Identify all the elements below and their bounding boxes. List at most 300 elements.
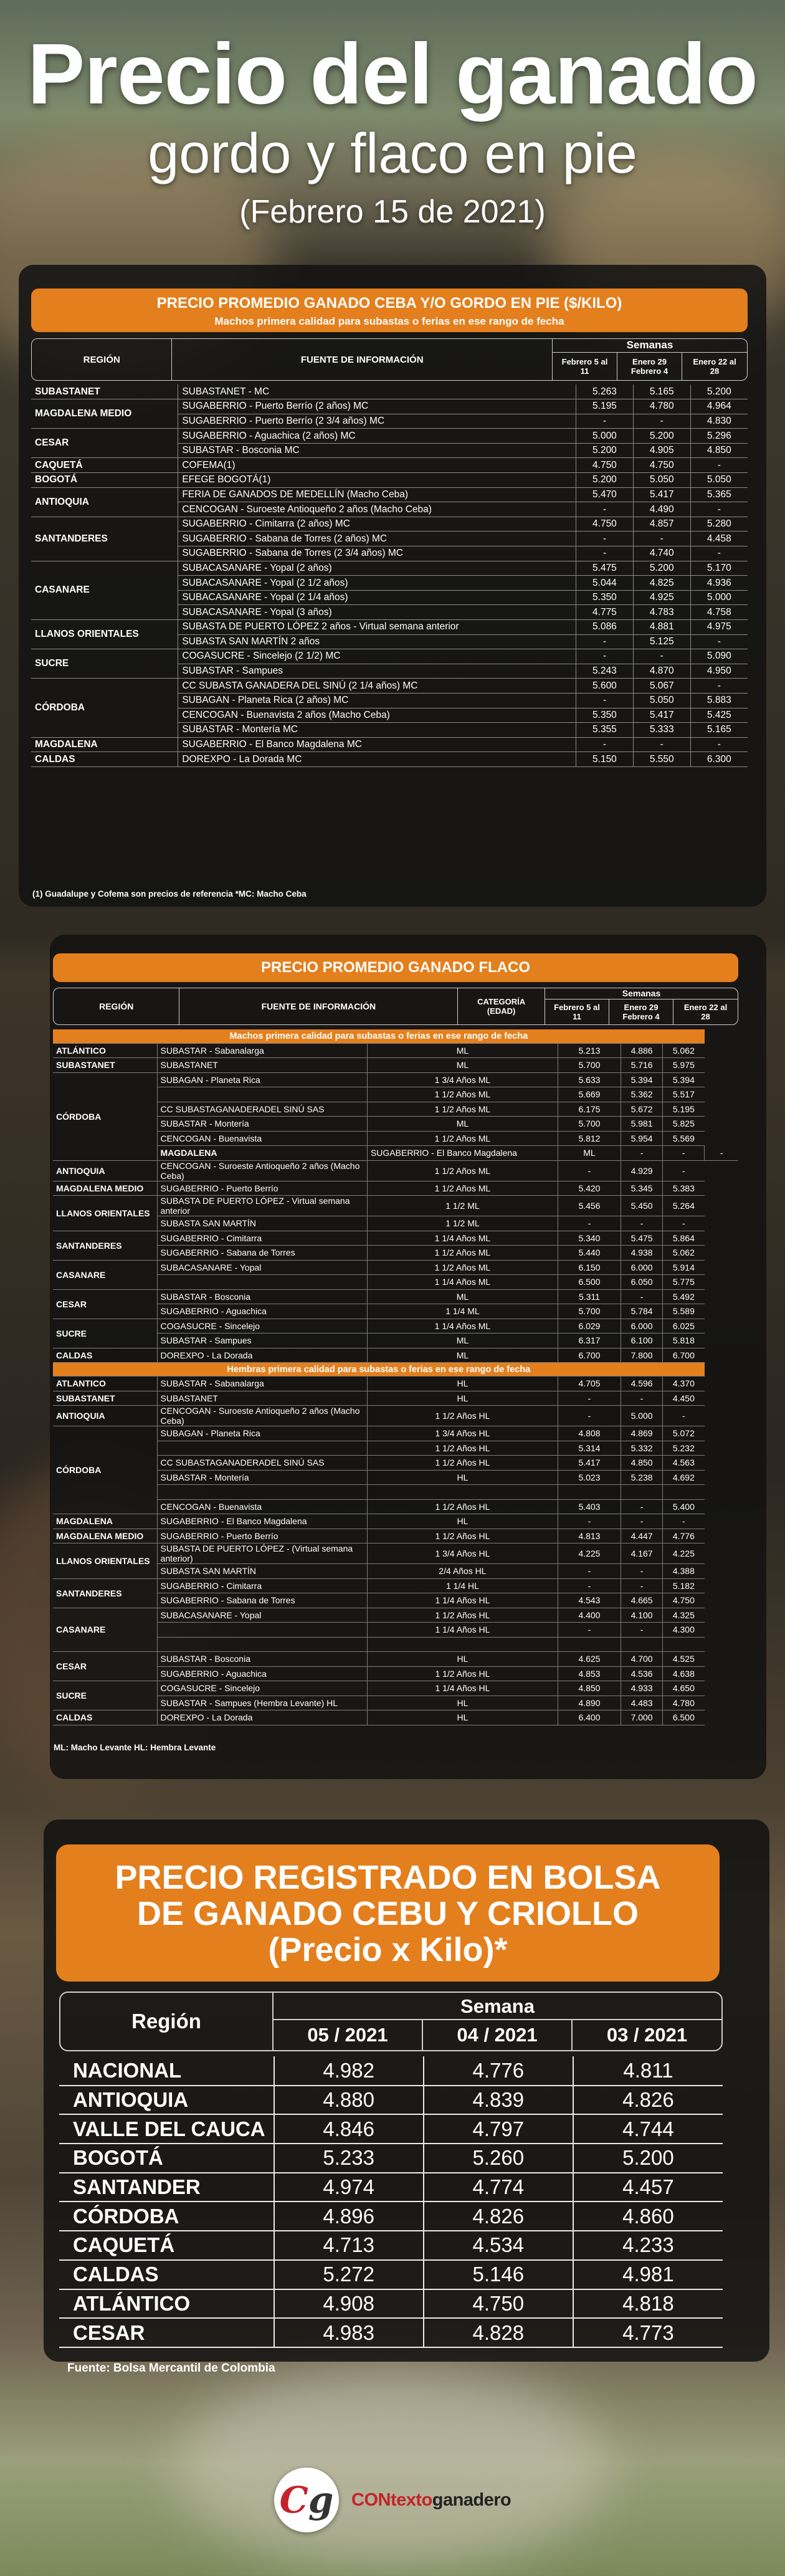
price-cell (621, 1485, 663, 1500)
price-cell: 4.563 (663, 1456, 705, 1471)
source-cell: SUGABERRIO - Puerto Berrío (157, 1181, 367, 1196)
panel-ceba (19, 265, 766, 907)
price-cell: 6.700 (558, 1348, 621, 1363)
ceba-col-region: REGIÓN (32, 339, 172, 380)
bolsa-col-region: Región (60, 1993, 274, 2050)
bolsa-table (59, 2056, 723, 2348)
price-cell: 6.029 (558, 1319, 621, 1333)
price-cell: - (663, 1160, 705, 1181)
source-cell: SUGABERRIO - Puerto Berrío (2 3/4 años) MC (178, 414, 576, 429)
table-row (31, 561, 748, 576)
price-cell: 5.475 (576, 561, 634, 576)
price-cell: 4.982 (274, 2056, 424, 2086)
table-row (31, 679, 748, 694)
price-cell: 4.758 (690, 605, 748, 620)
price-cell: 4.880 (274, 2086, 424, 2115)
price-cell: 5.263 (576, 384, 634, 399)
price-cell (558, 1637, 621, 1652)
price-cell: 5.340 (558, 1231, 621, 1246)
table-row (53, 1196, 738, 1216)
page-header (0, 26, 785, 231)
price-cell: 5.238 (621, 1470, 663, 1485)
price-cell: 6.000 (621, 1319, 663, 1333)
region-cell: CAQUETÁ (31, 458, 178, 473)
price-cell: 4.300 (663, 1623, 705, 1638)
ceba-week-2: Enero 29 Febrero 4 (617, 353, 682, 380)
price-cell: 6.050 (621, 1275, 663, 1290)
price-cell: - (690, 737, 748, 752)
price-cell: 5.232 (663, 1441, 705, 1456)
price-cell: 5.954 (621, 1131, 663, 1146)
price-cell: 5.784 (621, 1304, 663, 1319)
flaco-week-2: Enero 29 Febrero 4 (609, 999, 673, 1024)
cg-logo-c: C (279, 2479, 308, 2521)
price-cell: 5.333 (633, 723, 690, 738)
category-cell: 1 1/2 Años HL (367, 1666, 558, 1681)
region-cell: ANTIOQUIA (53, 1160, 157, 1181)
category-cell: HL (367, 1652, 558, 1667)
table-row (31, 487, 748, 502)
bolsa-week-1: 05 / 2021 (274, 2020, 423, 2050)
source-cell (157, 1623, 367, 1638)
price-cell: 4.850 (690, 443, 748, 458)
region-cell: LLANOS ORIENTALES (31, 620, 178, 649)
source-cell: SUBACASANARE - Yopal (157, 1260, 367, 1275)
price-cell: 6.025 (663, 1319, 705, 1333)
price-cell: - (621, 1499, 663, 1514)
region-cell: ANTIOQUIA (53, 1406, 157, 1426)
price-cell: 6.100 (621, 1333, 663, 1348)
price-cell: 5.517 (663, 1087, 705, 1102)
source-cell (157, 1441, 367, 1456)
price-cell: 5.146 (424, 2260, 573, 2289)
table-row (59, 2056, 723, 2086)
category-cell: 1 1/2 ML (367, 1196, 558, 1216)
price-cell: 5.200 (690, 384, 748, 399)
region-cell: CESAR (53, 1289, 157, 1319)
region-cell: LLANOS ORIENTALES (53, 1543, 157, 1579)
price-cell: 4.886 (621, 1043, 663, 1058)
category-cell: HL (367, 1470, 558, 1485)
bolsa-title: PRECIO REGISTRADO EN BOLSA DE GANADO CEBU Y CRIOLLO (Precio x Kilo)* (115, 1859, 661, 1968)
price-cell: - (633, 532, 690, 546)
price-cell: 4.740 (633, 546, 690, 561)
price-cell: 7.000 (621, 1710, 663, 1725)
source-cell: SUBASTAR - Bosconia (157, 1289, 367, 1304)
source-cell: CENCOGAN - Suroeste Antioqueño 2 años (Macho Ceba) (157, 1406, 367, 1426)
price-cell: 5.394 (663, 1072, 705, 1087)
price-cell: 4.826 (573, 2086, 723, 2115)
region-cell: BOGOTÁ (59, 2144, 274, 2173)
source-cell: CENCOGAN - Buenavista 2 años (Macho Ceba) (178, 708, 576, 723)
price-cell: 5.425 (690, 708, 748, 723)
flaco-footnote: ML: Macho Levante HL: Hembra Levante (54, 1743, 216, 1752)
price-cell: 5.200 (576, 473, 634, 488)
category-cell: 1 1/2 Años HL (367, 1608, 558, 1623)
price-cell (663, 1485, 705, 1500)
source-cell: SUGABERRIO - Cimitarra (2 años) MC (178, 517, 576, 532)
table-row (59, 2173, 723, 2202)
price-cell: 5.600 (576, 679, 634, 694)
price-cell: 4.638 (663, 1666, 705, 1681)
category-cell: 1 3/4 Años HL (367, 1543, 558, 1564)
price-cell: 4.750 (576, 517, 634, 532)
category-cell: 1 1/2 Años ML (367, 1181, 558, 1196)
category-cell: ML (367, 1289, 558, 1304)
price-cell: 4.775 (576, 605, 634, 620)
price-cell: 4.964 (690, 399, 748, 414)
bolsa-title-bar (56, 1844, 720, 1982)
price-cell: - (576, 649, 634, 664)
table-row (59, 2114, 723, 2144)
price-cell: 4.534 (424, 2231, 573, 2260)
price-cell: 4.100 (621, 1608, 663, 1623)
region-cell: CÓRDOBA (59, 2202, 274, 2231)
price-cell: 4.650 (663, 1681, 705, 1696)
price-cell: - (621, 1146, 663, 1161)
source-cell: DOREXPO - La Dorada (157, 1710, 367, 1725)
category-cell: ML (367, 1117, 558, 1132)
source-cell: SUBASTAR - Bosconia (157, 1652, 367, 1667)
price-cell: 4.950 (690, 664, 748, 679)
price-cell: - (576, 634, 634, 649)
price-cell: 4.233 (573, 2231, 723, 2260)
price-cell: 5.700 (558, 1058, 621, 1073)
price-cell: 5.125 (633, 634, 690, 649)
price-cell: 5.700 (558, 1117, 621, 1132)
source-cell: SUBASTA DE PUERTO LÓPEZ - (Virtual semana anterior) (157, 1543, 367, 1564)
price-cell: 5.864 (663, 1231, 705, 1246)
category-cell: 1 1/2 Años HL (367, 1441, 558, 1456)
price-cell: 4.780 (633, 399, 690, 414)
source-cell: CENCOGAN - Suroeste Antioqueño 2 años (Macho Ceba) (178, 502, 576, 517)
category-cell: 1 1/2 ML (367, 1216, 558, 1231)
source-cell: FERIA DE GANADOS DE MEDELLÍN (Macho Ceba) (178, 487, 576, 502)
category-cell (367, 1637, 558, 1652)
table-row (59, 2260, 723, 2289)
source-cell: SUGABERRIO - Aguachica (2 años) MC (178, 429, 576, 444)
region-cell: NACIONAL (59, 2056, 274, 2086)
category-cell: 1 3/4 Años ML (367, 1072, 558, 1087)
flaco-weeks-row (545, 999, 738, 1024)
price-cell: 5.086 (576, 620, 634, 635)
table-row (53, 1181, 738, 1196)
price-cell: 4.783 (633, 605, 690, 620)
region-cell: CÓRDOBA (31, 679, 178, 737)
panel-bolsa (44, 1820, 769, 2375)
price-cell: - (633, 649, 690, 664)
ceba-footnote: (1) Guadalupe y Cofema son precios de referencia *MC: Macho Ceba (32, 889, 307, 899)
category-cell: ML (367, 1333, 558, 1348)
category-cell: ML (367, 1058, 558, 1073)
price-cell: 5.569 (663, 1131, 705, 1146)
region-cell: ANTIOQUIA (59, 2086, 274, 2115)
price-cell: 4.705 (558, 1376, 621, 1391)
region-cell: MAGDALENA MEDIO (31, 399, 178, 429)
source-cell: SUBASTAR - Sampues (Hembra Levante) HL (157, 1696, 367, 1710)
price-cell: 4.890 (558, 1696, 621, 1710)
region-cell: CALDAS (31, 752, 178, 767)
region-cell: ANTIOQUIA (31, 487, 178, 517)
price-cell: 4.974 (274, 2173, 424, 2202)
category-cell: 1 1/4 ML (367, 1304, 558, 1319)
table-row (53, 1260, 738, 1275)
price-cell: 4.905 (633, 443, 690, 458)
region-cell: BOGOTÁ (31, 473, 178, 488)
source-cell: SUGABERRIO - El Banco Magdalena (367, 1146, 558, 1161)
price-cell: 4.750 (424, 2289, 573, 2319)
region-cell: MAGDALENA MEDIO (53, 1181, 157, 1196)
price-cell: - (690, 502, 748, 517)
category-cell: 1 1/4 Años HL (367, 1593, 558, 1608)
price-cell: 5.825 (663, 1117, 705, 1132)
panel-flaco (50, 935, 766, 1779)
table-row (53, 1681, 738, 1696)
source-cell: SUBASTA DE PUERTO LÓPEZ 2 años - Virtual semana anterior (178, 620, 576, 635)
price-cell: 4.750 (576, 458, 634, 473)
table-row (53, 1514, 738, 1529)
category-cell: 1 1/2 Años HL (367, 1456, 558, 1471)
price-cell: 5.213 (558, 1043, 621, 1058)
price-cell: 5.311 (558, 1289, 621, 1304)
table-row (53, 1543, 738, 1564)
price-cell: 5.165 (633, 384, 690, 399)
price-cell: 4.825 (633, 576, 690, 591)
table-row (31, 649, 748, 664)
category-cell: 2/4 Años HL (367, 1564, 558, 1579)
source-cell: SUBASTA SAN MARTÍN (157, 1564, 367, 1579)
price-cell: - (663, 1146, 705, 1161)
source-cell (157, 1637, 367, 1652)
price-cell: 5.150 (576, 752, 634, 767)
cg-logo-g: g (308, 2479, 334, 2521)
price-cell: 5.589 (663, 1304, 705, 1319)
price-cell: 4.828 (424, 2318, 573, 2347)
price-cell: 5.067 (633, 679, 690, 694)
region-cell: CASANARE (53, 1260, 157, 1289)
price-cell: 4.933 (621, 1681, 663, 1696)
price-cell: 6.500 (558, 1275, 621, 1290)
price-cell: 5.700 (558, 1304, 621, 1319)
price-cell: - (621, 1578, 663, 1593)
ceba-week-1: Febrero 5 al 11 (553, 353, 617, 380)
table-row (31, 620, 748, 635)
price-cell: 5.195 (663, 1102, 705, 1117)
price-cell: 5.672 (621, 1102, 663, 1117)
price-cell: 6.700 (663, 1348, 705, 1363)
table-row (31, 429, 748, 444)
price-cell: - (690, 546, 748, 561)
price-cell: 5.355 (576, 723, 634, 738)
ceba-weeks-row (553, 353, 747, 380)
price-cell: - (633, 737, 690, 752)
price-cell: 5.417 (633, 708, 690, 723)
source-cell: SUBASTAR - Sabanalarga (157, 1376, 367, 1391)
price-cell: 6.150 (558, 1260, 621, 1275)
hembras-section (53, 1363, 738, 1376)
price-cell: 5.170 (690, 561, 748, 576)
price-cell: 5.470 (576, 487, 634, 502)
price-cell: 5.023 (558, 1470, 621, 1485)
source-cell: SUGABERRIO - Aguachica (157, 1666, 367, 1681)
price-cell: 5.417 (633, 487, 690, 502)
price-cell: - (576, 546, 634, 561)
table-row (53, 1072, 738, 1087)
page-title: Precio del ganado (27, 26, 758, 122)
flaco-week-3: Enero 22 al 28 (683, 1003, 728, 1021)
bolsa-col-weeks (274, 1993, 721, 2050)
price-cell: 4.813 (558, 1529, 621, 1543)
table-row (31, 752, 748, 767)
table-row (53, 1058, 738, 1073)
price-cell: - (558, 1564, 621, 1579)
table-row (53, 1652, 738, 1667)
price-cell: - (621, 1216, 663, 1231)
category-cell (367, 1485, 558, 1500)
bolsa-week-label: Semana (274, 1993, 721, 2020)
price-cell: 4.625 (558, 1652, 621, 1667)
category-cell: 1 1/2 Años ML (367, 1260, 558, 1275)
price-cell: - (558, 1160, 621, 1181)
price-cell: - (633, 414, 690, 429)
price-cell: 4.869 (621, 1426, 663, 1441)
price-cell: 5.456 (558, 1196, 621, 1216)
price-cell: 5.403 (558, 1499, 621, 1514)
source-cell: SUGABERRIO - Aguachica (157, 1304, 367, 1319)
price-cell: 5.165 (690, 723, 748, 738)
price-cell: 4.830 (690, 414, 748, 429)
source-cell: CC SUBASTA GANADERA DEL SINÚ (2 1/4 años) MC (178, 679, 576, 694)
price-cell: 4.700 (621, 1652, 663, 1667)
price-cell: 5.818 (663, 1333, 705, 1348)
price-cell: 4.450 (663, 1391, 705, 1406)
source-cell: EFEGE BOGOTÁ(1) (178, 473, 576, 488)
source-cell: CENCOGAN - Buenavista (157, 1131, 367, 1146)
price-cell: 4.388 (663, 1564, 705, 1579)
region-cell: SUCRE (31, 649, 178, 679)
price-cell: 5.981 (621, 1117, 663, 1132)
source-cell (157, 1087, 367, 1102)
price-cell: - (576, 502, 634, 517)
table-row (59, 2318, 723, 2347)
source-cell: SUBACASANARE - Yopal (2 1/2 años) (178, 576, 576, 591)
price-cell: - (663, 1216, 705, 1231)
source-cell: COGASUCRE - Sincelejo (2 1/2) MC (178, 649, 576, 664)
region-cell: CESAR (53, 1652, 157, 1681)
region-cell: CALDAS (59, 2260, 274, 2289)
category-cell: HL (367, 1696, 558, 1710)
price-cell: 5.420 (558, 1181, 621, 1196)
price-cell: - (558, 1578, 621, 1593)
table-row (53, 1406, 738, 1426)
price-cell: 5.243 (576, 664, 634, 679)
table-row (53, 1391, 738, 1406)
table-row (59, 2289, 723, 2319)
price-cell: 5.062 (663, 1246, 705, 1261)
price-cell: 4.458 (690, 532, 748, 546)
price-cell: 5.394 (621, 1072, 663, 1087)
price-cell: 5.050 (690, 473, 748, 488)
region-cell: CALDAS (53, 1710, 157, 1725)
price-cell: 6.500 (663, 1710, 705, 1725)
contexto-ganadero-logo (274, 2468, 511, 2532)
price-cell: 4.400 (558, 1608, 621, 1623)
price-cell: 5.195 (576, 399, 634, 414)
price-cell: 5.200 (573, 2144, 723, 2173)
price-cell: 4.857 (633, 517, 690, 532)
category-cell: 1 1/2 Años HL (367, 1406, 558, 1426)
price-cell: - (663, 1514, 705, 1529)
source-cell: SUBASTANET (157, 1058, 367, 1073)
price-cell: 5.440 (558, 1246, 621, 1261)
price-cell: 5.182 (663, 1578, 705, 1593)
hembras-section-label: Hembras primera calidad para subastas o ferias en ese rango de fecha (53, 1363, 705, 1376)
price-cell: 4.975 (690, 620, 748, 635)
price-cell: 4.870 (633, 664, 690, 679)
price-cell: 5.260 (424, 2144, 573, 2173)
region-cell: MAGDALENA (31, 737, 178, 752)
region-cell: MAGDALENA (157, 1146, 367, 1161)
table-row (59, 2231, 723, 2260)
region-cell: SUCRE (53, 1681, 157, 1710)
source-cell: SUBASTAR - Sabanalarga (157, 1043, 367, 1058)
region-cell: CASANARE (53, 1608, 157, 1652)
region-cell: SANTANDER (59, 2173, 274, 2202)
category-cell: 1 1/4 Años ML (367, 1319, 558, 1333)
price-cell: 4.750 (633, 458, 690, 473)
cg-logo-icon (274, 2468, 339, 2532)
price-cell: 4.744 (573, 2114, 723, 2144)
category-cell: 1 1/4 Años ML (367, 1231, 558, 1246)
category-cell: 1 1/2 Años ML (367, 1087, 558, 1102)
category-cell: 1 1/4 HL (367, 1578, 558, 1593)
bolsa-weeks-row (274, 2020, 721, 2050)
region-cell: SANTANDERES (53, 1231, 157, 1260)
price-cell: 4.981 (573, 2260, 723, 2289)
source-cell: SUBASTAR - Montería MC (178, 723, 576, 738)
price-cell: 5.350 (576, 590, 634, 605)
price-cell: 4.490 (633, 502, 690, 517)
price-cell: 6.400 (558, 1710, 621, 1725)
price-cell: - (621, 1623, 663, 1638)
source-cell: COGASUCRE - Sincelejo (157, 1319, 367, 1333)
price-cell: 5.383 (663, 1181, 705, 1196)
source-cell: CENCOGAN - Suroeste Antioqueño 2 años (Macho Ceba) (157, 1160, 367, 1181)
region-cell: CALDAS (53, 1348, 157, 1363)
region-cell: LLANOS ORIENTALES (53, 1196, 157, 1231)
price-cell (663, 1637, 705, 1652)
source-cell: CC SUBASTAGANADERADEL SINÚ SAS (157, 1456, 367, 1471)
source-cell: SUBASTAR - Sampues (157, 1333, 367, 1348)
table-row (53, 1578, 738, 1593)
price-cell: 5.975 (663, 1058, 705, 1073)
price-cell: 4.780 (663, 1696, 705, 1710)
source-cell: COFEMA(1) (178, 458, 576, 473)
category-cell: 1 1/2 Años ML (367, 1102, 558, 1117)
price-cell: 5.669 (558, 1087, 621, 1102)
table-row (59, 2202, 723, 2231)
price-cell: 4.750 (663, 1593, 705, 1608)
price-cell: - (576, 532, 634, 546)
source-cell: SUBACASANARE - Yopal (2 1/4 años) (178, 590, 576, 605)
price-cell: - (576, 414, 634, 429)
price-cell: - (690, 679, 748, 694)
price-cell: 4.850 (558, 1681, 621, 1696)
price-cell: 5.000 (576, 429, 634, 444)
flaco-title: PRECIO PROMEDIO GANADO FLACO (53, 953, 738, 982)
region-cell: ATLÁNTICO (53, 1043, 157, 1058)
price-cell: - (690, 634, 748, 649)
